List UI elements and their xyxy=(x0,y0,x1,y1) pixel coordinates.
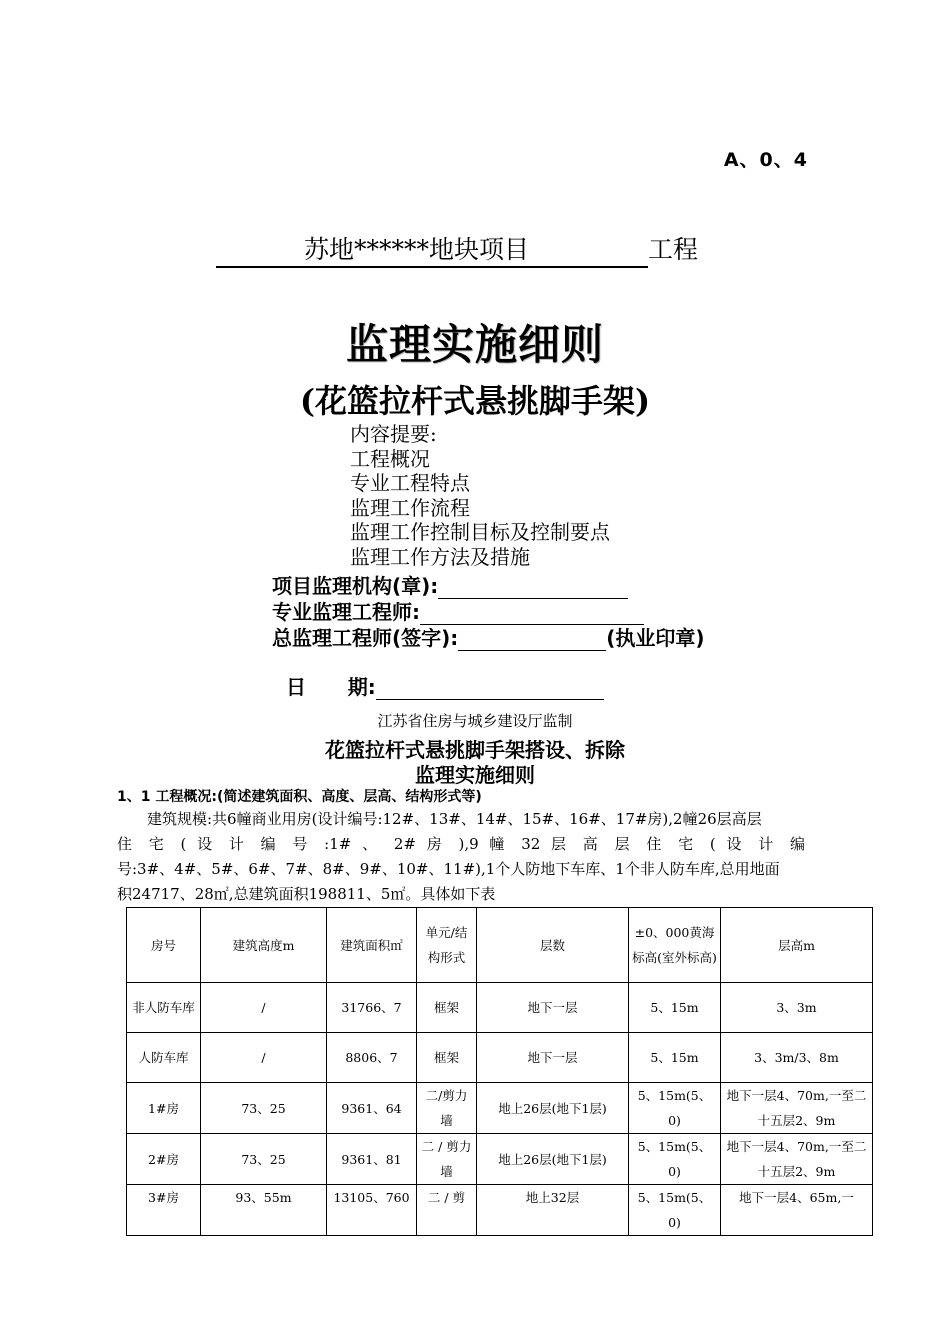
project-name-underline xyxy=(216,230,648,268)
table-cell: 框架 xyxy=(417,1033,477,1083)
contents-item: 监理工作流程 xyxy=(350,495,470,520)
signature-org-line xyxy=(272,570,628,599)
table-header-cell: ±0、000黄海标高(室外标高) xyxy=(629,908,721,983)
table-cell: 人防车库 xyxy=(127,1033,201,1083)
table-cell: 二/剪力墙 xyxy=(417,1083,477,1134)
table-cell: 二 / 剪力墙 xyxy=(417,1134,477,1185)
signature-date-label: 日 期: xyxy=(285,675,376,699)
table-cell: 73、25 xyxy=(201,1083,327,1134)
project-name-line xyxy=(216,230,706,268)
contents-item: 工程概况 xyxy=(350,446,430,471)
contents-item: 专业工程特点 xyxy=(350,471,470,495)
table-cell: 1#房 xyxy=(127,1083,201,1134)
table-cell: 二 / 剪 xyxy=(417,1185,477,1236)
signature-date-blank[interactable] xyxy=(376,681,604,700)
table-cell: 地下一层4、70m,一至二十五层2、9m xyxy=(721,1134,873,1185)
table-cell: 5、15m xyxy=(629,983,721,1033)
table-header-cell: 单元/结构形式 xyxy=(417,908,477,983)
document-title: 监理实施细则 xyxy=(345,320,604,369)
table-header-cell: 层数 xyxy=(477,908,629,983)
signature-date-line xyxy=(272,647,604,700)
table-cell: 框架 xyxy=(417,983,477,1033)
table-cell: / xyxy=(201,1033,327,1083)
table-cell: 地上32层 xyxy=(477,1185,629,1236)
table-cell: 2#房 xyxy=(127,1134,201,1185)
table-cell: 5、15m(5、0) xyxy=(629,1083,721,1134)
signature-engineer-line xyxy=(272,596,644,625)
section-title-line2: 监理实施细则 xyxy=(415,763,535,787)
table-cell: 13105、760 xyxy=(327,1185,417,1236)
seal-label: (执业印章) xyxy=(606,626,705,650)
contents-summary xyxy=(350,422,610,569)
building-info-table xyxy=(126,907,873,1236)
table-cell: 5、15m xyxy=(629,1033,721,1083)
table-header-cell: 层高m xyxy=(721,908,873,983)
table-cell: 5、15m(5、0) xyxy=(629,1185,721,1236)
table-cell: 5、15m(5、0) xyxy=(629,1134,721,1185)
paragraph-line: 积24717、28㎡,总建筑面积198811、5㎡。具体如下表 xyxy=(117,885,496,903)
table-cell: / xyxy=(201,983,327,1033)
table-cell: 地上26层(地下1层) xyxy=(477,1083,629,1134)
table-cell: 地下一层4、70m,一至二十五层2、9m xyxy=(721,1083,873,1134)
table-cell: 3#房 xyxy=(127,1185,201,1236)
table-header-row xyxy=(127,908,873,983)
table-cell: 非人防车库 xyxy=(127,983,201,1033)
contents-item: 监理工作控制目标及控制要点 xyxy=(350,520,610,544)
table-cell: 3、3m/3、8m xyxy=(721,1033,873,1083)
table-cell: 地上26层(地下1层) xyxy=(477,1134,629,1185)
document-subtitle: (花篮拉杆式悬挑脚手架) xyxy=(299,382,651,420)
table-cell: 9361、81 xyxy=(327,1134,417,1185)
table-row xyxy=(127,1083,873,1134)
signature-org-label: 项目监理机构(章): xyxy=(272,574,439,598)
table-header-cell: 建筑面积㎡ xyxy=(327,908,417,983)
table-cell: 地下一层 xyxy=(477,1033,629,1083)
table-header-cell: 建筑高度m xyxy=(201,908,327,983)
project-name: 苏地******地块项目 xyxy=(304,235,530,264)
document-code: A、0、4 xyxy=(723,149,808,171)
table-cell: 73、25 xyxy=(201,1134,327,1185)
supervisor-line: 江苏省住房与城乡建设厅监制 xyxy=(377,712,573,730)
table-cell: 8806、7 xyxy=(327,1033,417,1083)
table-cell: 31766、7 xyxy=(327,983,417,1033)
table-cell: 93、55m xyxy=(201,1185,327,1236)
section-title-line1: 花篮拉杆式悬挑脚手架搭设、拆除 xyxy=(325,738,625,762)
table-row xyxy=(127,1033,873,1083)
table-row xyxy=(127,1185,873,1236)
paragraph-line: 号:3#、4#、5#、6#、7#、8#、9#、10#、11#),1个人防地下车库、1个非人防车库,总用地面 xyxy=(117,860,780,878)
table-cell: 3、3m xyxy=(721,983,873,1033)
table-cell: 地下一层 xyxy=(477,983,629,1033)
table-cell: 地下一层4、65m,一 xyxy=(721,1185,873,1236)
paragraph-line: 建筑规模:共6幢商业用房(设计编号:12#、13#、14#、15#、16#、17#房),2幢26层高层 xyxy=(147,810,762,828)
table-row xyxy=(127,1134,873,1185)
paragraph-line: 住 宅 ( 设 计 编 号 :1# 、 2# 房 ),9 幢 32 层 高 层 住 宅 ( 设 计 编 xyxy=(117,835,805,853)
contents-item: 监理工作方法及措施 xyxy=(350,544,530,569)
project-suffix: 工程 xyxy=(648,235,699,264)
contents-heading: 内容提要: xyxy=(350,422,437,446)
table-header-cell: 房号 xyxy=(127,908,201,983)
table-row xyxy=(127,983,873,1033)
section-heading: 1、1 工程概况:(简述建筑面积、高度、层高、结构形式等) xyxy=(117,789,482,805)
signature-chief-label: 总监理工程师(签字): xyxy=(272,626,459,650)
signature-engineer-label: 专业监理工程师: xyxy=(272,600,420,624)
table-cell: 9361、64 xyxy=(327,1083,417,1134)
